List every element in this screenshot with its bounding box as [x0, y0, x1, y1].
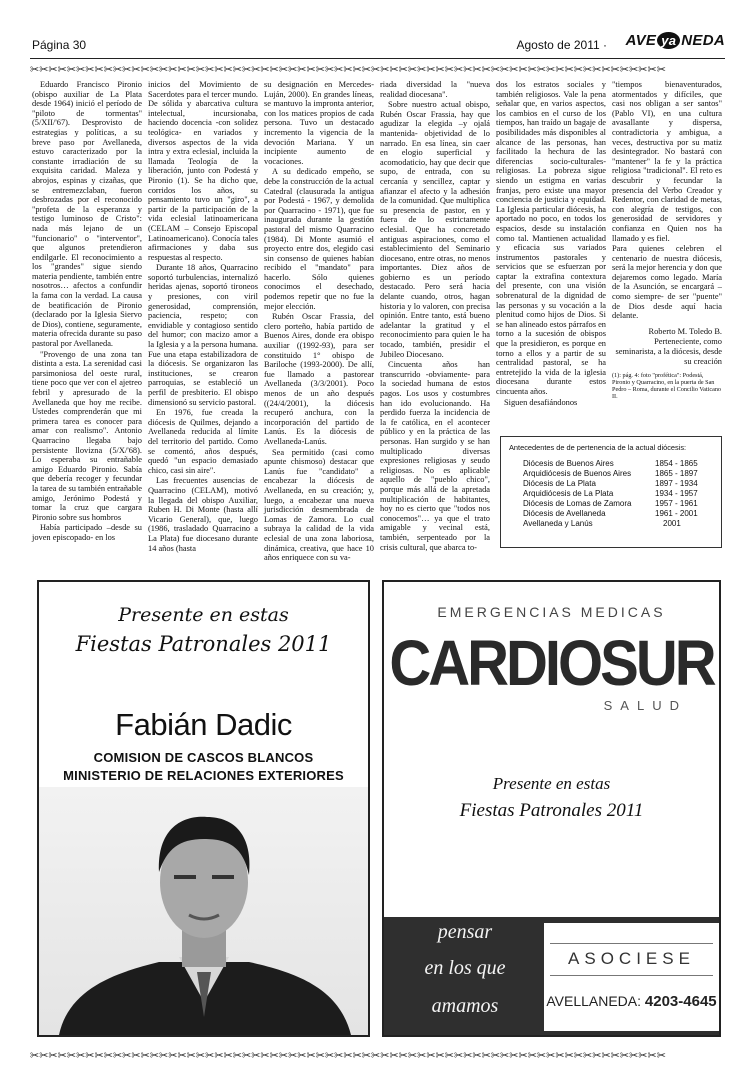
- author-description: Perteneciente, como seminarista, a la diócesis, desde su creación: [615, 337, 722, 366]
- advertisement-cardiosur: [382, 580, 721, 1037]
- slogan-line1: pensar: [437, 921, 493, 943]
- paragraph: Para quienes celebren el centenario de nuestra diócesis, será la mejor herencia y don que dejaremos como legado. María de la Asunción, se encargará –como siempre- de ser "puente" de Dios desde aquí hacia delante.: [612, 244, 722, 321]
- ad-organization: COMISION DE CASCOS BLANCOS: [93, 750, 314, 765]
- ad-greeting-line1: Presente en estas: [118, 604, 289, 626]
- paragraph: Durante 18 años, Quarracino soportó turbulencias, internalizó heridas ajenas, soportó tironeos y presiones, con viril generosidad, comprensión, paciencia, respeto; con envidiable y contagioso sentido del humor; con macizo amor a la Iglesia y a la persona humana. Fue una etapa estabilizadora de la diócesis. Se organizaron las instituciones, se crearon parroquias, se estableció un perfil de presbiterio. El obispo dimensionó su servicio pastoral.: [148, 263, 258, 407]
- advertisement-dadic: [37, 580, 370, 1037]
- ad-salud-label: SALUD: [603, 698, 687, 713]
- header-rule: [30, 58, 725, 59]
- phone-number: 4203-4645: [644, 993, 717, 1010]
- table-row: Diócesis de La Plata 1897 - 1934: [523, 479, 698, 488]
- portrait-photo: [39, 787, 368, 1035]
- slogan-line3: amamos: [431, 995, 499, 1017]
- paragraph: Eduardo Francisco Pironio (obispo auxiliar de La Plata desde 1964) inició el período de "piloto de tormentas" (5/XII/'67). Desprovisto de estrategias y políticas, a su breve paso por Avellaneda, estuvo caracterizado por la constante irradiación de su exquisita caridad. Maleza y abrojos, espinas y cizañas, que se entremezclaban, fueron desbrozadas por el reconocido "profeta de la esperanza y testigo luminoso de Cristo": nada más lejano de un "funcionario" o "interventor", que algunos pretendieron endilgarle. El reconocimiento a los "grandes" sigue siendo materia pendiente, también entre nosotros… afectos a confundir la fama con la verdad. La causa de beatificación de Pironio (declarado por la Iglesia Siervo de Dios), contiene, seguramente, materia ofrecida durante su paso pastoral por Avellaneda.: [32, 80, 142, 349]
- paragraph: Las frecuentes ausencias de Quarracino (CELAM), motivó la llegada del obispo Auxiliar, Ruben H. Di Monte (hasta allí Vicario General), que, luego (1986, trasladado Quarracino a La Plata) fue diocesano durante 14 años (hasta: [148, 476, 258, 553]
- masthead-logo: AVE ya NEDA: [625, 32, 725, 49]
- ad-person-name: Fabián Dadic: [115, 707, 292, 742]
- paragraph: Siguen desafiándonos: [504, 397, 578, 407]
- paragraph: su designación en Mercedes-Luján, 2000). En grandes líneas, se mantuvo la impronta anterior, con los matices propios de cada persona. Tuvo un destacado incremento la vigencia de la devoción Mariana. Y un incipiente aumento de vocaciones.: [264, 80, 374, 166]
- paragraph: riada diversidad la "nueva realidad diocesana".: [380, 80, 490, 99]
- diocese-history-table: [500, 436, 722, 548]
- ornament-border-top: ✂✂✂✂✂✂✂✂✂✂✂✂✂✂✂✂✂✂✂✂✂✂✂✂✂✂✂✂✂✂✂✂✂✂✂✂✂✂✂✂✂✂✂✂✂✂✂✂✂✂✂✂✂✂✂✂✂✂✂✂✂✂✂✂✂✂✂✂✂: [30, 63, 666, 76]
- paragraph: Cincuenta años han transcurrido -obviamente- para la sociedad humana de estos pagos. Los usos y costumbres han ido evolucionando. Ha perdido fuerza la incidencia de la fe católica, en el acontecer público y en la práctica de las personas. Han surgido y se han multiplicado diversas expresiones religiosas y seudo religiosas. No es aplicable aquello de "pueblo chico", porque más allá de la apretada multiplicación de habitantes, hoy no es cierto que "todos nos conocemos"… ya que el trato amigable y vecinal está, también, serpenteado por la crisis cultural, que abarca to-: [380, 360, 490, 552]
- author-signature: Roberto M. Toledo B.: [648, 326, 722, 336]
- asociese-panel: [544, 923, 719, 1031]
- paragraph: "Provengo de una zona tan distinta a esta. La serenidad casi parsimoniosa del oeste rural, tiene poco que ver con el ajetreo febril y apresurado de la Avellaneda que hoy me recibe. Ustedes comprenderán que mi primera tarea es conocer para amar con realismo". Antonio Quarracino llegaba bajo persistente llovizna (5/X/'68). Lo esperaba su entrañable amigo Eduardo Pironio. Sabía que debería recoger y fecundar la tarea de su también entrañable amigo, Jerónimo Podestá y tomar la cruz que cargara Pironio sobre sus hombros: [32, 349, 142, 522]
- table-row: Diócesis de Buenos Aires 1854 - 1865: [523, 459, 698, 468]
- portrait-illustration: [39, 787, 368, 1035]
- ad-service-label: EMERGENCIAS MEDICAS: [437, 604, 666, 620]
- paragraph: Había participado –desde su joven episcopado- en los: [32, 523, 142, 542]
- issue-date: Agosto de 2011 ·: [516, 38, 607, 52]
- ad-greeting-line2: Fiestas Patronales 2011: [459, 800, 644, 821]
- table-row: Avellaneda y Lanús 2001: [523, 519, 681, 528]
- ad-greeting-line2: Fiestas Patronales 2011: [75, 632, 332, 656]
- footnote: (1): pág. 4: foto "profética": Podestá, Pironio y Quarracino, en la puerta de San Pedro – Roma, durante el Concilio Vaticano II.: [612, 372, 722, 401]
- paragraph: Rubén Oscar Frassia, del clero porteño, había partido de Buenos Aires, donde era obispo auxiliar ((1992-93), para ser constituido 1° obispo de Bariloche (1993-2000). De allí, fue llamado a pastorear Avellaneda (3/3/2001). Poco menos de un año después ((24/4/2001), la diócesis recuperó anchura, con la incorporación del partido de Lanús. Es la diócesis de Avellaneda-Lanús.: [264, 312, 374, 446]
- column-2: [148, 80, 258, 553]
- paragraph: En 1976, fue creada la diócesis de Quilmes, dejando a Avellaneda reducida al límite del territorio del partido. Como se comentó, años después, quedó "un espacio demasiado chico, casi sin aire".: [148, 408, 258, 475]
- asociese-label: ASOCIESE: [568, 949, 695, 968]
- paragraph: Sobre nuestro actual obispo, Rubén Oscar Frassia, hay que agudizar la elegida –y ojalá mantenida- objetividad de lo narrado. En esa línea, sin caer en elogio superficial y acomodaticio, hay que decir que supo, de entrada, con su cercanía y sencillez, captar y afianzar el afecto y la adhesión de la comunidad. Que multiplica su presencia de pastor, en y fuera de lo estrictamente eclesial. Que ha concretado antiguas aspiraciones, como el establecimiento del Seminario diocesano, entre otras, no menos importantes. Diez años de gobierno es un período destacado. Pero será hacia delante cuando, otros, hagan historia y lo valoren, con precisa opinión. Entre tanto, está bueno adelantar la gratitud y el reconocimiento para quien le ha tocado, también, presidir el Jubileo Diocesano.: [380, 100, 490, 359]
- paragraph: inicios del Movimiento de Sacerdotes para el tercer mundo. De sólida y abarcativa cultura intelectual, incursionaba, haciendo docencia -con solidez teológica- en variados y diversos aspectos de la vida intra y extra eclesial, incluida la llamada Teología de la liberación, junto con Podestá y Pironio (1). Se ha dicho que, corridos los años, su pensamiento tuvo un "giro", a partir de la participación de la vida eclesial latinoamericana (CELAM – Consejo Episcopal Latinoamericano). Conocía tales afirmaciones y daba sus respuestas al respecto.: [148, 80, 258, 262]
- cardiosur-logo: CARDIOSUR: [389, 627, 714, 700]
- ad-ministry: MINISTERIO DE RELACIONES EXTERIORES: [63, 768, 344, 783]
- page-number: Página 30: [32, 38, 87, 52]
- divider: [550, 943, 713, 944]
- table-row: Diócesis de Lomas de Zamora 1957 - 1961: [523, 499, 698, 508]
- city-label: AVELLANEDA:: [546, 993, 642, 1009]
- paragraph: dos los estratos sociales y también religiosos. Vale la pena señalar que, en varios aspectos, los cambios en el curso de los tiempos, han traído un bagaje de posibilidades más disponibles al alcance de las personas, han facilitado la hechura de las diferencias socio-culturales-religiosas. La pobreza sigue siendo un estigma en varias franjas, pero existe una mayor conciencia de justicia y equidad. La Iglesia particular diócesis, ha aportado no poco, en todos los espacios, desde su instalación como tal. Mantienen actualidad y eficacia sus variados instrumentos pastorales y servicios que se esfuerzan por captar la extrafina contextura del presente, con una visión sobrenatural de la dignidad de las personas y su vocación a la plenitud como hijos de Dios. Si se han alineado estos párrafos en torno a la sucesión de obispos que la presidieron, es porque en torno a ellos y a partir de su centralidad pastoral, se ha entretejido la vida de la iglesia diocesana durante estos cincuenta años.: [496, 80, 606, 396]
- page-header: [30, 28, 725, 58]
- table-row: Diócesis de Avellaneda 1961 - 2001: [523, 509, 698, 518]
- slogan-line2: en los que: [424, 957, 506, 979]
- column-3: [264, 80, 374, 563]
- table-row: Arquidiócesis de Buenos Aires 1865 - 1897: [523, 469, 698, 478]
- paragraph: A su dedicado empeño, se debe la construcción de la actual Catedral (clausurada la antigua por Podestá - 1967, y demolida por Quarracino - 1971), que fue inaugurada durante la gestión pastoral del mismo Quarracino (1984). Di Monte asumió el proyecto entre dos, elegido casi sin consenso de quienes habían recibido el "mandato" para hacerlo. Sólo quienes conocimos el desechado, podemos repetir que no fue la mejor elección.: [264, 167, 374, 311]
- divider: [550, 975, 713, 976]
- column-6: [612, 80, 722, 432]
- table-title: Antecedentes de de pertenencia de la actual diócesis:: [509, 443, 687, 452]
- paragraph: "tiempos bienaventurados, atormentados y difíciles, que casi nos obligan a ser santos" (Pablo VI), en una cultura avasallante y dispersa, contradictoria y ambigua, a veces, destructiva por su matiz desintegrador. No bastará con "mantener" la fe y la práctica religiosa "tradicional". El reto es descubrir y fecundar la presencia del Verbo Creador y Redentor, con claridad de metas, con alegría de testigos, con generosidad de servidores y confianza en Quien nos ha llamado y es fiel.: [612, 80, 722, 243]
- paragraph: Sea permitido (casi como apunte chismoso) destacar que Lanús fue "candidato" a encabezar la diócesis de Avellaneda, en su creación; y, luego, a encabezar una nueva jurisdicción desmembrada de Lomas de Zamora. Lo cual subraya la calidad de la vida eclesial de una zona laboriosa, dinámica, creativa, que hace 10 años enriquece con su va-: [264, 447, 374, 563]
- column-5: [496, 80, 606, 432]
- phone-line: [544, 993, 719, 1010]
- ornament-border-bottom: ✂✂✂✂✂✂✂✂✂✂✂✂✂✂✂✂✂✂✂✂✂✂✂✂✂✂✂✂✂✂✂✂✂✂✂✂✂✂✂✂✂✂✂✂✂✂✂✂✂✂✂✂✂✂✂✂✂✂✂✂✂✂✂✂✂✂✂✂✂: [30, 1049, 666, 1062]
- ad-bottom-banner: [384, 917, 719, 1035]
- table-row: Arquidiócesis de La Plata 1934 - 1957: [523, 489, 698, 498]
- ad-greeting-line1: Presente en estas: [492, 774, 611, 793]
- column-1: [32, 80, 142, 542]
- column-4: [380, 80, 490, 552]
